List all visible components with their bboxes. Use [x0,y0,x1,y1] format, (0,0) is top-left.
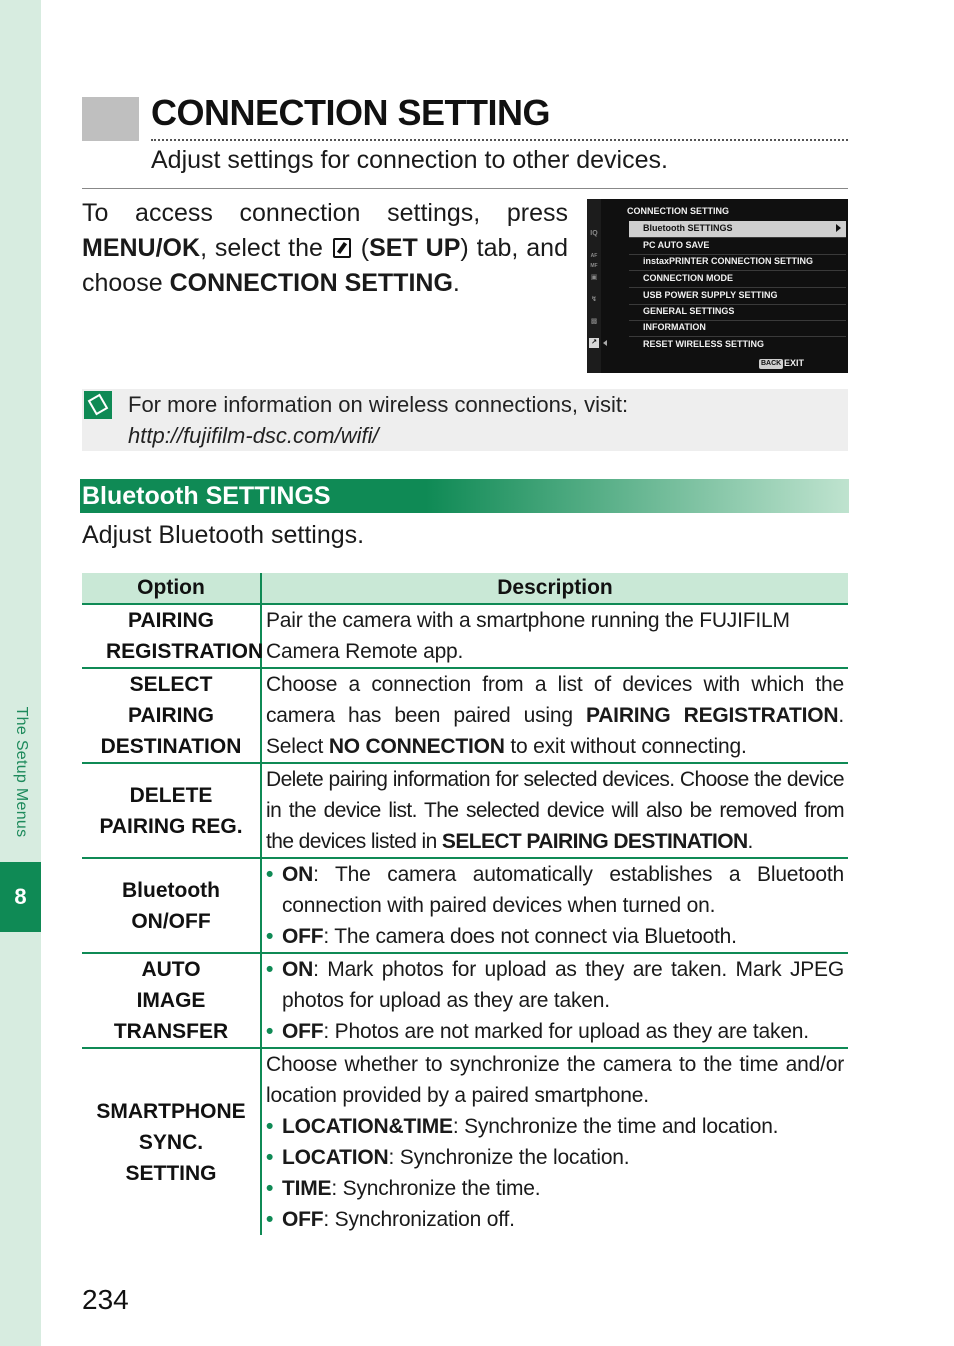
intro-text: , select the [200,234,331,262]
bullet-item [266,921,844,952]
camera-menu-divider [629,304,846,305]
bullet-key: OFF [282,1208,324,1231]
note-text [128,389,628,451]
camera-menu-divider [629,237,846,238]
bullet-item [266,1204,844,1235]
bullet-key: ON [282,958,314,981]
table-row [82,858,848,953]
camera-menu-item: GENERAL SETTINGS [643,306,735,316]
camera-menu-title: CONNECTION SETTING [627,206,730,216]
table-header-row [82,573,848,604]
table-row [82,604,848,668]
camera-menu-item: USB POWER SUPPLY SETTING [643,290,778,300]
camera-menu-item: instaxPRINTER CONNECTION SETTING [643,256,814,266]
bullet-text: : The camera automatically establishes a Bluetooth connection with paired devices when turned on. [282,863,844,917]
desc-text: . [747,830,753,853]
desc-emphasis: NO CONNECTION [328,735,505,758]
option-description [261,953,848,1048]
option-label: PAIRING REGISTRATION [106,609,264,663]
desc-text: Choose whether to synchronize the camera to the time and/or location provided by a paired smartphone. [266,1053,844,1107]
option-name [82,1048,261,1235]
camera-menu-item: INFORMATION [643,322,706,332]
table-row [82,668,848,763]
bullet-item [266,954,844,1016]
camera-menu-divider [629,336,846,337]
note-icon [84,391,112,419]
camera-menu-item: PC AUTO SAVE [643,240,710,250]
iq-tab-icon: IQ [590,230,598,237]
title-marker [82,97,139,141]
movie-tab-icon: ▩ [590,318,598,325]
chapter-number: 8 [0,862,41,932]
camera-menu-divider [629,287,846,288]
camera-menu-item: CONNECTION MODE [643,273,733,283]
table-row [82,1048,848,1235]
option-name [82,763,261,858]
bullet-text: : Synchronize the location. [388,1146,630,1169]
page-number: 234 [82,1284,129,1315]
desc-text: Delete pairing information for selected devices. Choose the device in the device list. The selected device will also be removed from the devices listed in [266,768,844,853]
setup-tab-icon [333,238,351,258]
camera-menu-item: RESET WIRELESS SETTING [643,339,765,349]
camera-menu-divider [629,254,846,255]
option-description: Pair the camera with a smartphone running the FUJIFILM Camera Remote app. [261,604,848,668]
bullet-text: : Mark photos for upload as they are taken. Mark JPEG photos for upload as they are taken. [282,958,844,1012]
bullet-text: : Synchronization off. [323,1208,515,1231]
menu-ok-button-label: MENU/OK [82,234,201,262]
bullet-key: ON [282,863,314,886]
camera-menu-item: Bluetooth SETTINGS [643,223,733,233]
option-description [261,858,848,953]
option-label: SMARTPHONE SYNC. SETTING [96,1099,246,1185]
bullet-key: LOCATION [282,1146,389,1169]
note-url-link[interactable]: http://fujifilm-dsc.com/wifi/ [128,423,379,448]
option-name [82,604,264,668]
page-title: CONNECTION SETTING [151,92,551,133]
chapter-label: The Setup Menus [13,706,30,838]
option-description [261,668,848,763]
bullet-text: : The camera does not connect via Bluetooth. [323,925,737,948]
intro-text: ) tab, and choose [82,234,568,297]
option-name [82,953,261,1048]
page-subtitle: Adjust settings for connection to other devices. [151,146,668,174]
bullet-key: LOCATION&TIME [282,1115,453,1138]
bullet-key: TIME [282,1177,332,1200]
intro-text: To access connection settings, press [82,199,568,227]
af-mf-tab-icon: AF MF [590,253,598,269]
option-label: SELECT PAIRING DESTINATION [100,673,242,758]
set-up-label: SET UP [369,234,461,262]
bullet-text: : Synchronize the time and location. [452,1115,779,1138]
subtitle-rule [82,188,848,189]
desc-emphasis: PAIRING REGISTRATION [585,704,839,727]
bullet-text: : Photos are not marked for upload as they are taken. [323,1020,809,1043]
bullet-key: OFF [282,1020,324,1043]
bullet-key: OFF [282,925,324,948]
exit-label: EXIT [784,358,805,368]
column-header-description: Description [261,573,848,604]
desc-emphasis: SELECT PAIRING DESTINATION [441,830,748,853]
setup-tab-icon: ↗ [589,338,599,348]
column-header-option: Option [82,573,261,604]
desc-text: Choose a connection from a list of devices with which the camera has been paired using [266,673,844,727]
option-label: DELETE PAIRING REG. [99,783,243,838]
option-label: AUTO IMAGE TRANSFER [113,958,229,1043]
submenu-arrow-icon [836,224,841,232]
bullet-item [266,1016,844,1047]
table-row [82,953,848,1048]
desc-text: to exit without connecting. [504,735,747,758]
bullet-item [266,1173,844,1204]
camera-menu-divider [629,320,846,321]
option-name: Bluetooth ON/OFF [82,858,261,953]
table-row [82,763,848,858]
bullet-item [266,1111,844,1142]
intro-text: ( [352,234,370,262]
option-description [261,763,848,858]
connection-setting-label: CONNECTION SETTING [169,269,453,297]
note-sentence: For more information on wireless connections, visit: [128,392,629,417]
option-name [82,668,261,763]
left-arrow-icon [603,340,607,346]
camera-tab-icon: ▣ [590,274,598,281]
section-title: Bluetooth SETTINGS [82,482,331,510]
title-dotted-rule [151,139,848,141]
intro-text: . [452,269,460,297]
camera-menu-divider [629,270,846,271]
bullet-text: : Synchronize the time. [331,1177,541,1200]
intro-paragraph [82,196,568,301]
info-note [82,389,848,451]
camera-menu-screenshot [587,199,848,373]
flash-tab-icon: ↯ [591,296,597,303]
bullet-item [266,1142,844,1173]
bullet-item [266,859,844,921]
option-description [261,1048,848,1235]
options-table [82,573,848,1235]
desc-text: . Select [266,704,844,758]
chapter-side-tab [0,0,41,1346]
section-description: Adjust Bluetooth settings. [82,521,365,549]
back-button-icon: BACK [761,360,782,367]
